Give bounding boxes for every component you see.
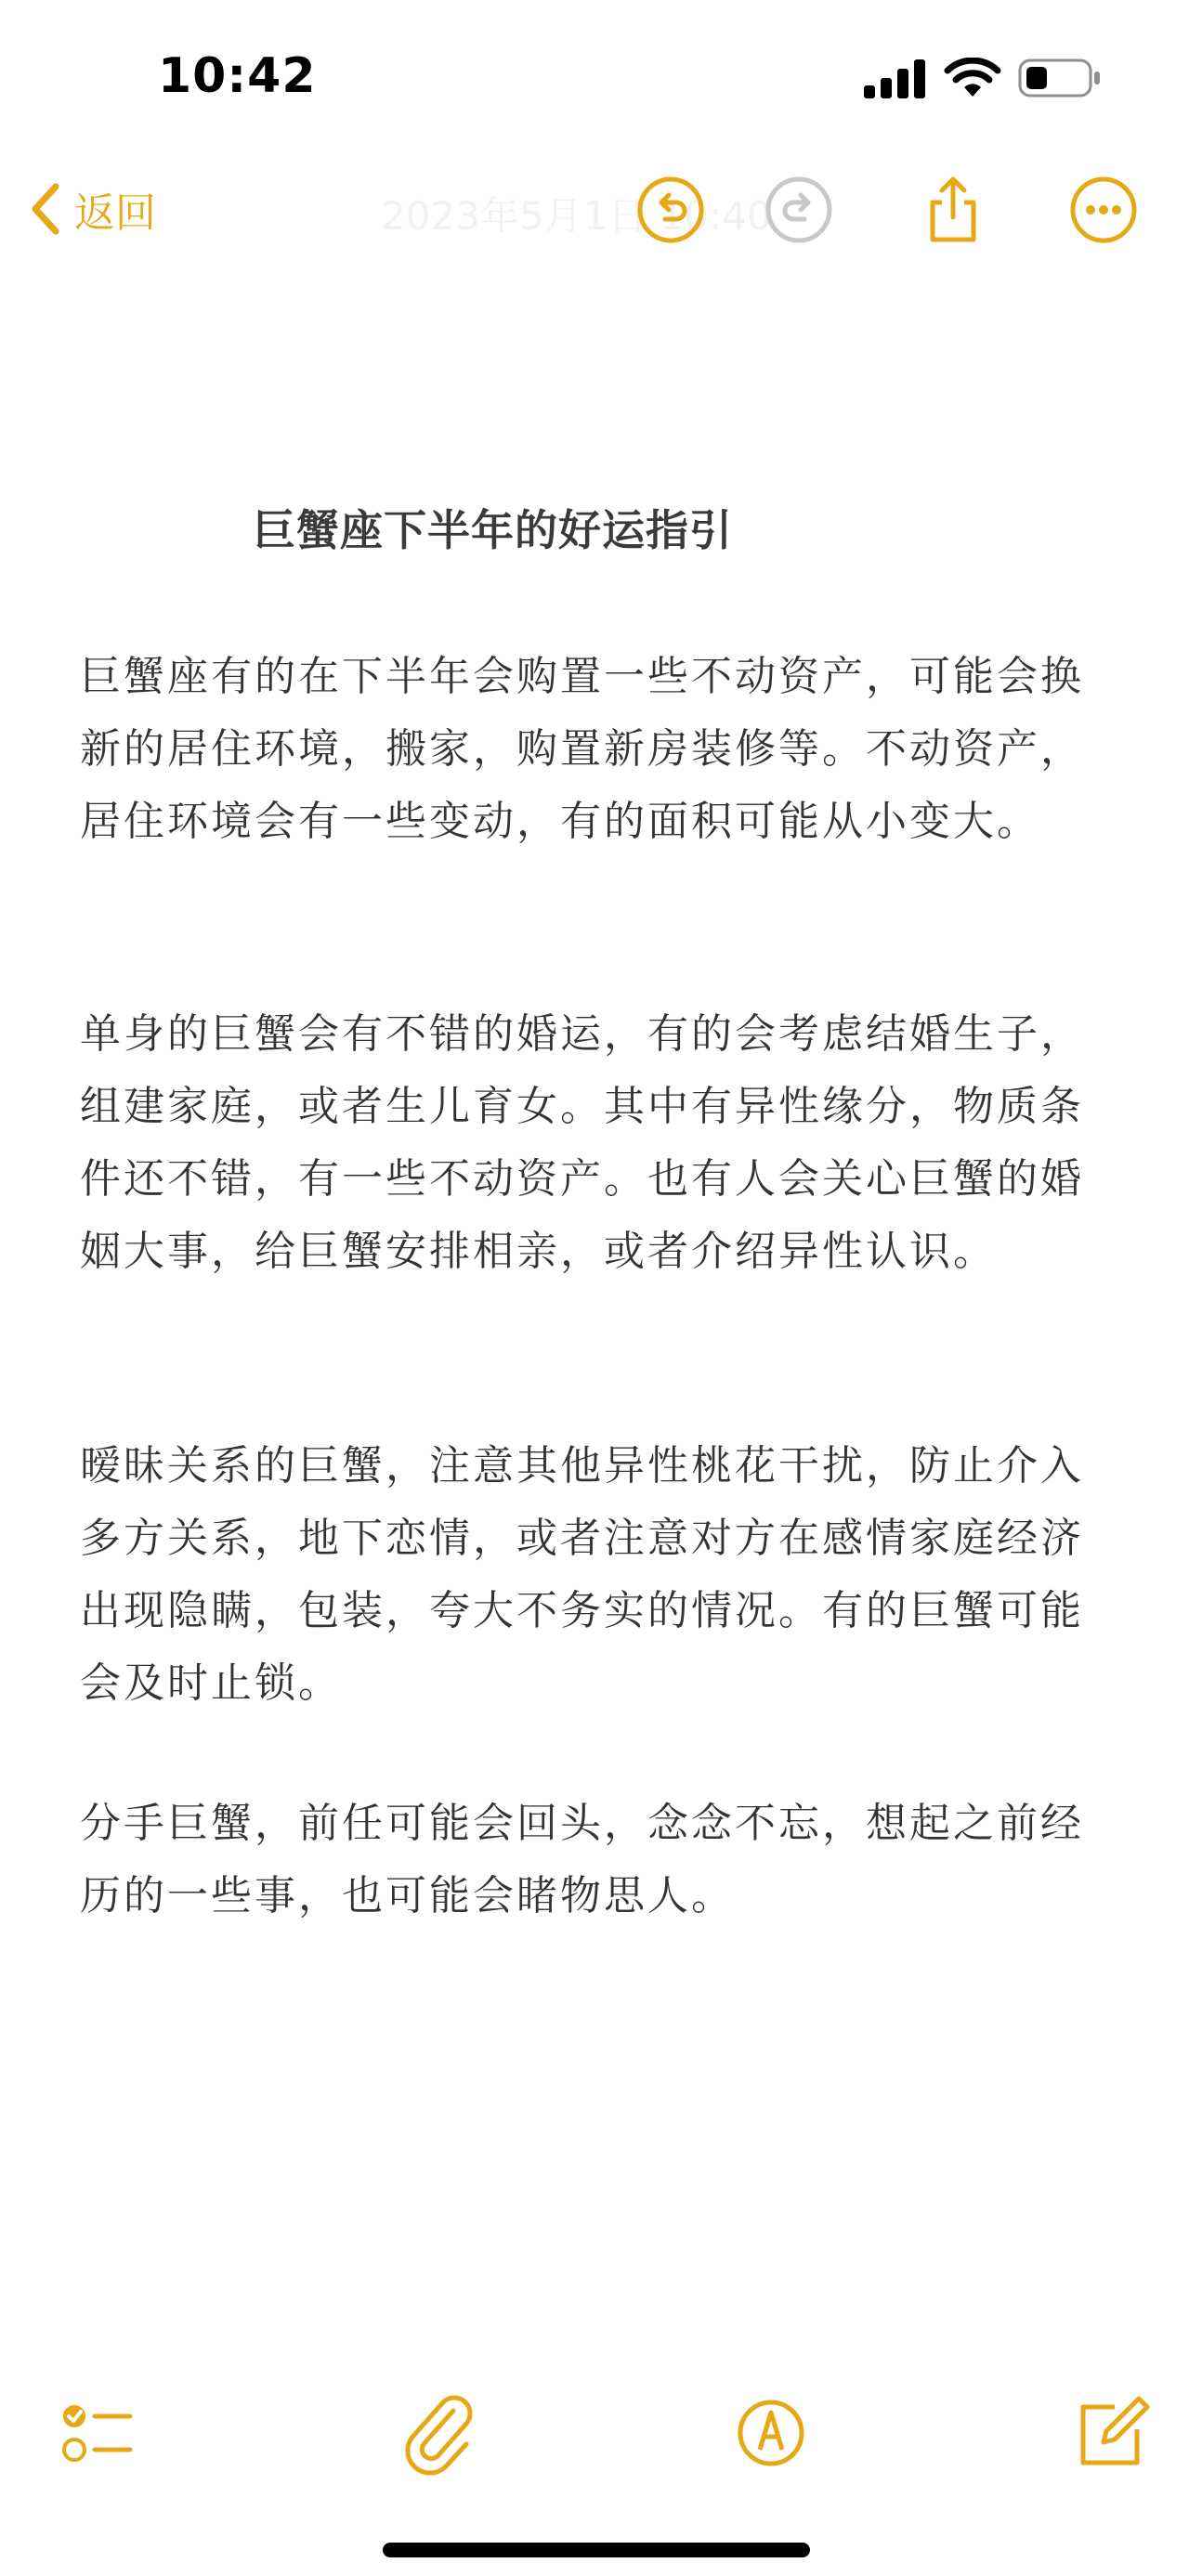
share-icon — [918, 175, 988, 245]
note-paragraph-2[interactable]: 单身的巨蟹会有不错的婚运，有的会考虑结婚生子，组建家庭，或者生儿育女。其中有异性缘分，物质条件还不错，有一些不动资产。也有人会关心巨蟹的婚姻大事，给巨蟹安排相亲，或者介绍异性认识。 — [80, 1010, 1084, 1275]
back-button[interactable] — [28, 178, 156, 240]
checklist-button[interactable] — [52, 2387, 145, 2479]
nav-bar — [0, 158, 1189, 260]
attachment-button[interactable] — [392, 2387, 485, 2479]
note-title: 巨蟹座下半年的好运指引 — [253, 505, 733, 555]
compose-icon — [1063, 2387, 1156, 2479]
undo-button[interactable] — [635, 175, 706, 245]
markup-button[interactable] — [725, 2387, 817, 2479]
compose-button[interactable] — [1063, 2387, 1156, 2479]
status-bar — [0, 0, 1189, 139]
cellular-signal-icon — [864, 58, 931, 98]
note-paragraph-3[interactable]: 暧昧关系的巨蟹，注意其他异性桃花干扰，防止介入多方关系，地下恋情，或者注意对方在感情家庭经济出现隐瞒，包装，夸大不务实的情况。有的巨蟹可能会及时止锁。 — [80, 1442, 1084, 1707]
redo-icon — [764, 175, 834, 245]
share-button[interactable] — [918, 175, 988, 245]
wifi-icon — [944, 58, 1001, 98]
attachment-icon — [392, 2387, 485, 2479]
more-icon — [1068, 175, 1139, 245]
bottom-toolbar — [0, 2387, 1189, 2489]
note-paragraph-1[interactable]: 巨蟹座有的在下半年会购置一些不动资产，可能会换新的居住环境，搬家，购置新房装修等。不动资产，居住环境会有一些变动，有的面积可能从小变大。 — [80, 653, 1084, 845]
back-label: 返回 — [74, 189, 156, 237]
checklist-icon — [52, 2387, 145, 2479]
chevron-left-icon — [28, 181, 61, 237]
status-time: 10:42 — [158, 48, 317, 104]
redo-button[interactable] — [764, 175, 834, 245]
undo-icon — [635, 175, 706, 245]
home-indicator[interactable] — [383, 2543, 810, 2557]
battery-icon — [1018, 58, 1102, 98]
note-paragraph-4[interactable]: 分手巨蟹，前任可能会回头，念念不忘，想起之前经历的一些事，也可能会睹物思人。 — [80, 1800, 1084, 1919]
markup-icon — [725, 2387, 817, 2479]
note-date: 2023年5月1日 10:40 — [381, 193, 772, 239]
more-button[interactable] — [1068, 175, 1139, 245]
